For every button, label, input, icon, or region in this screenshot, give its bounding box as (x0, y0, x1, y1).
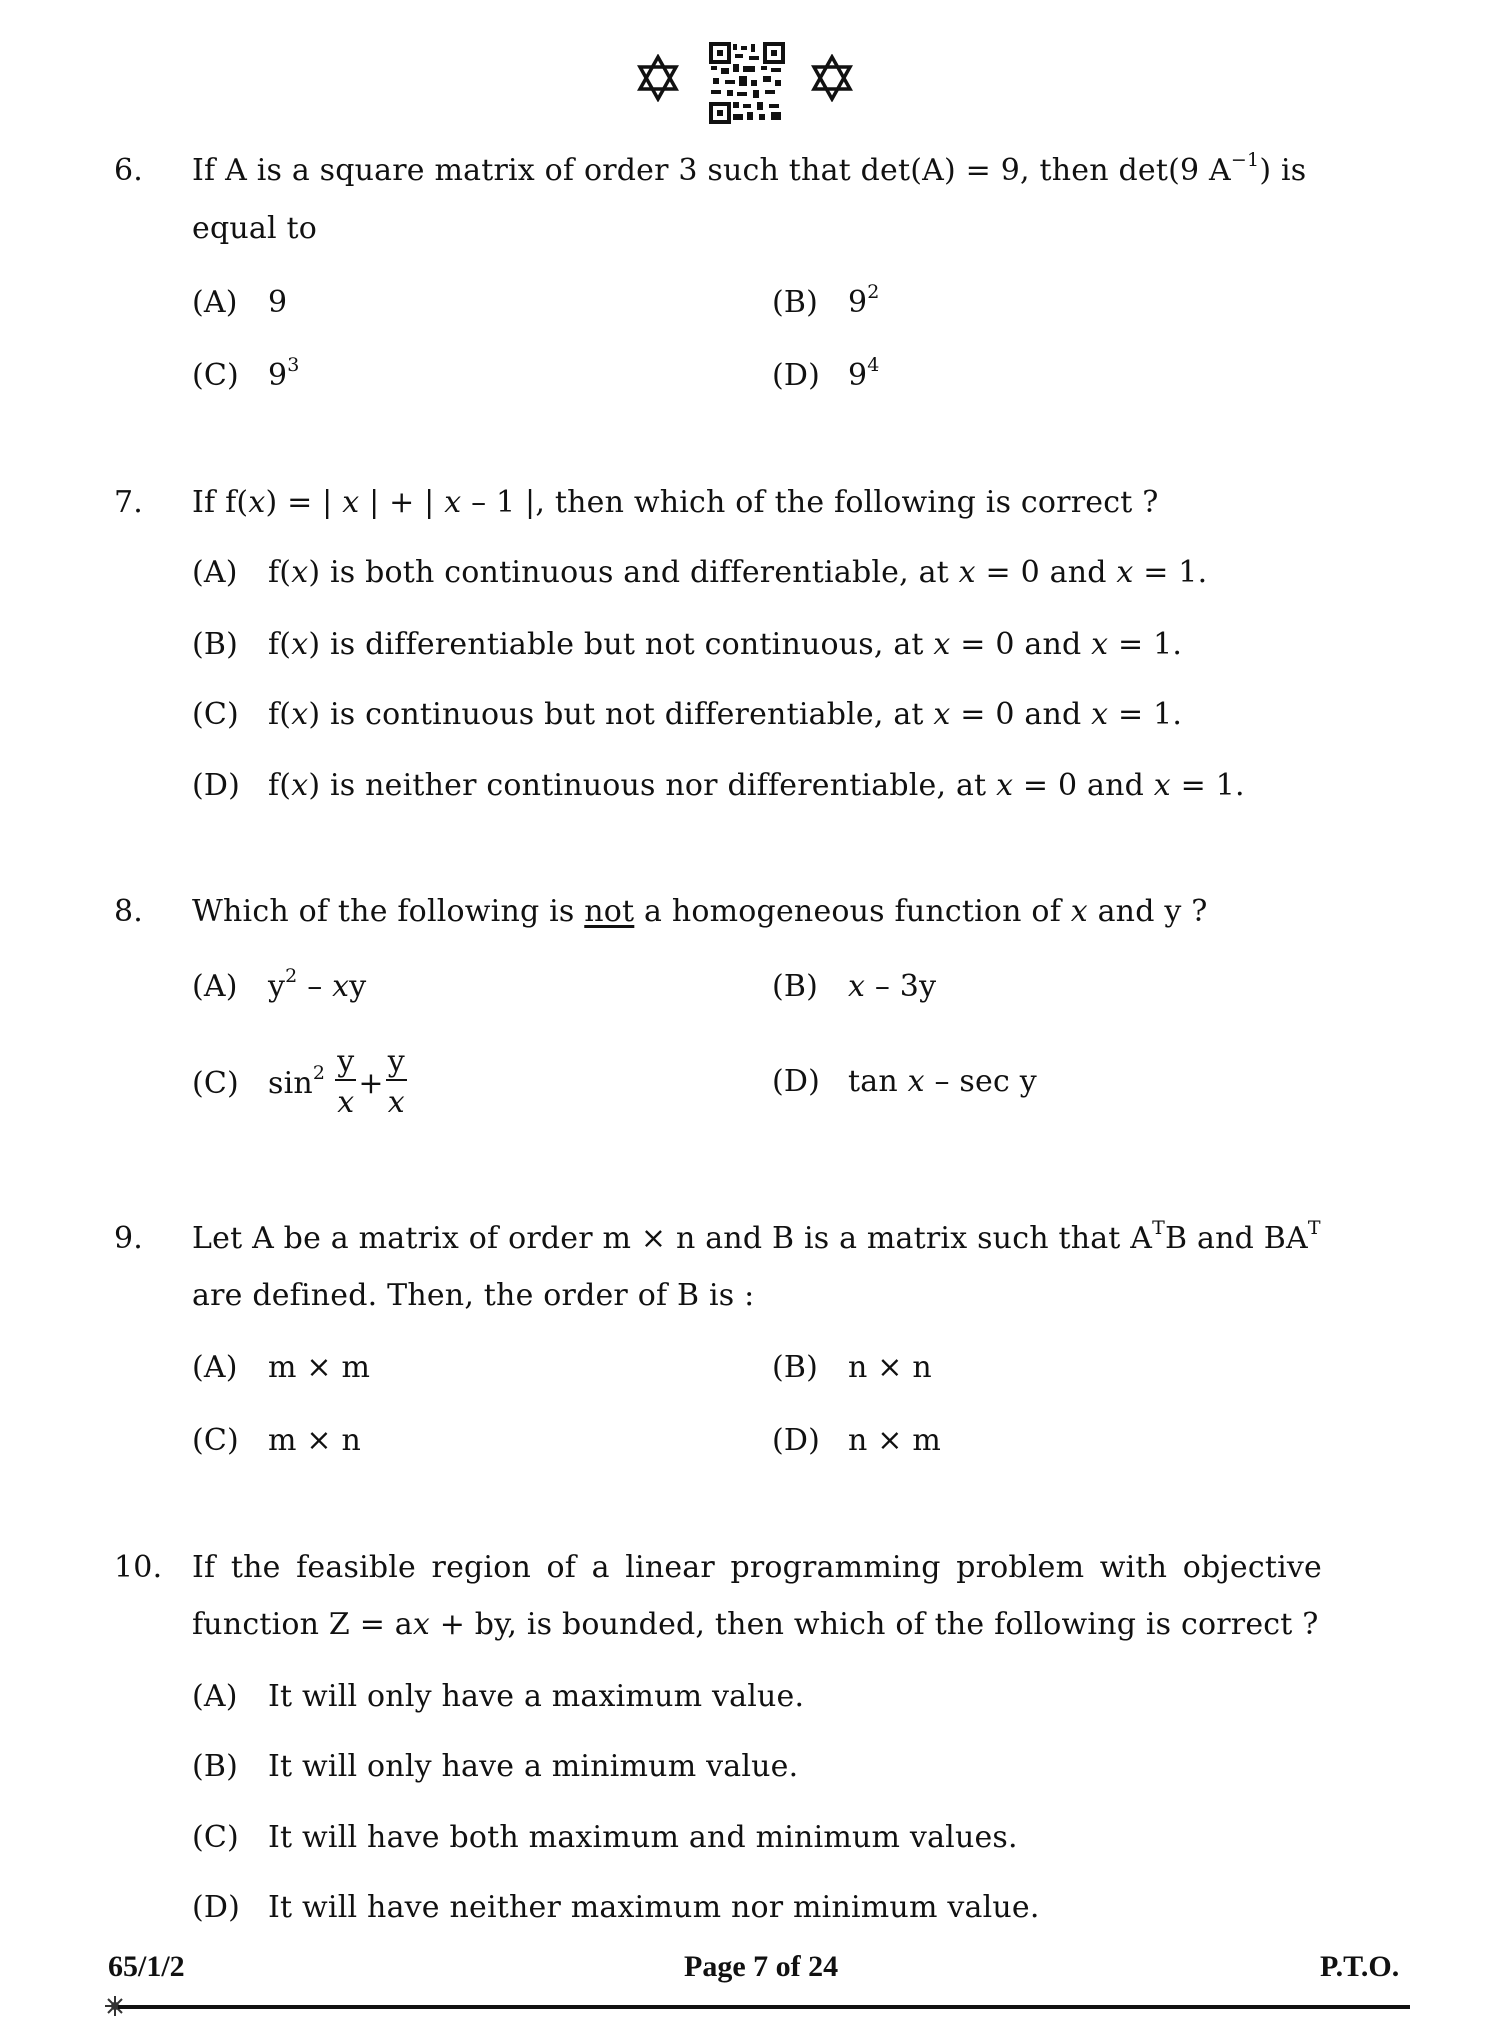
star-of-david-icon (810, 54, 854, 102)
option-b[interactable]: (B) It will only have a minimum value. (192, 1749, 799, 1784)
option-a[interactable]: (A) m × m (192, 1350, 371, 1385)
footer-divider (118, 2005, 1410, 2009)
question-number: 10. (114, 1550, 163, 1585)
question-text: If A is a square matrix of order 3 such that det(A) = 9, then det(9 $A^{-1}$) is (192, 149, 1307, 188)
option-d[interactable]: (D) It will have neither maximum nor minimum value. (192, 1890, 1040, 1925)
page-number: Page 7 of 24 (684, 1950, 839, 1983)
question-text-continued: equal to (192, 211, 318, 246)
option-d[interactable]: (D) $9^4$ (772, 354, 880, 393)
option-a[interactable]: (A) It will only have a maximum value. (192, 1679, 805, 1714)
question-number: 8. (114, 894, 144, 929)
option-b[interactable]: (B) $9^2$ (772, 281, 880, 320)
option-c[interactable]: (C) $9^3$ (192, 354, 300, 393)
option-d[interactable]: (D) n × m (772, 1423, 941, 1458)
option-b[interactable]: (B) x – 3y (772, 969, 937, 1004)
option-b[interactable]: (B) f(x) is differentiable but not continuous, at x = 0 and x = 1. (192, 627, 1183, 662)
fraction: $\frac{y}{x}$ (337, 1044, 355, 1120)
option-c[interactable]: (C) $\sin^2$ $\frac{y}{x}$ + $\frac{y}{x}$ (192, 1045, 409, 1125)
option-b[interactable]: (B) n × n (772, 1350, 932, 1385)
paper-code: 65/1/2 (108, 1950, 185, 1983)
emphasis-underline: not (584, 894, 635, 929)
pto-label: P.T.O. (1320, 1950, 1400, 1983)
question-text-continued: function Z = ax + by, is bounded, then which of the following is correct ? (192, 1607, 1319, 1642)
option-d[interactable]: (D) f(x) is neither continuous nor differentiable, at x = 0 and x = 1. (192, 768, 1245, 803)
option-a[interactable]: (A) 9 (192, 285, 288, 320)
option-c[interactable]: (C) f(x) is continuous but not differentiable, at x = 0 and x = 1. (192, 697, 1183, 732)
question-number: 9. (114, 1221, 144, 1256)
option-c[interactable]: (C) m × n (192, 1423, 361, 1458)
question-number: 7. (114, 485, 144, 520)
option-a[interactable]: (A) f(x) is both continuous and differentiable, at x = 0 and x = 1. (192, 555, 1208, 590)
option-c[interactable]: (C) It will have both maximum and minimum values. (192, 1820, 1018, 1855)
option-d[interactable]: (D) tan x – sec y (772, 1064, 1037, 1099)
question-text: Which of the following is not a homogeneous function of x and y ? (192, 894, 1208, 929)
option-a[interactable]: (A) $y^2$ – xy (192, 965, 367, 1004)
star-of-david-icon (636, 54, 680, 102)
question-text-continued: are defined. Then, the order of B is : (192, 1278, 755, 1313)
qr-code-icon (709, 42, 785, 124)
question-text: If f(x) = | x | + | x – 1 |, then which of the following is correct ? (192, 485, 1159, 520)
question-number: 6. (114, 153, 144, 188)
question-text: Let A be a matrix of order m × n and B is a matrix such that $A^TB$ and $BA^T$ (192, 1217, 1321, 1256)
question-text: If the feasible region of a linear programming problem with objective (192, 1550, 1322, 1585)
fraction: $\frac{y}{x}$ (387, 1044, 405, 1120)
